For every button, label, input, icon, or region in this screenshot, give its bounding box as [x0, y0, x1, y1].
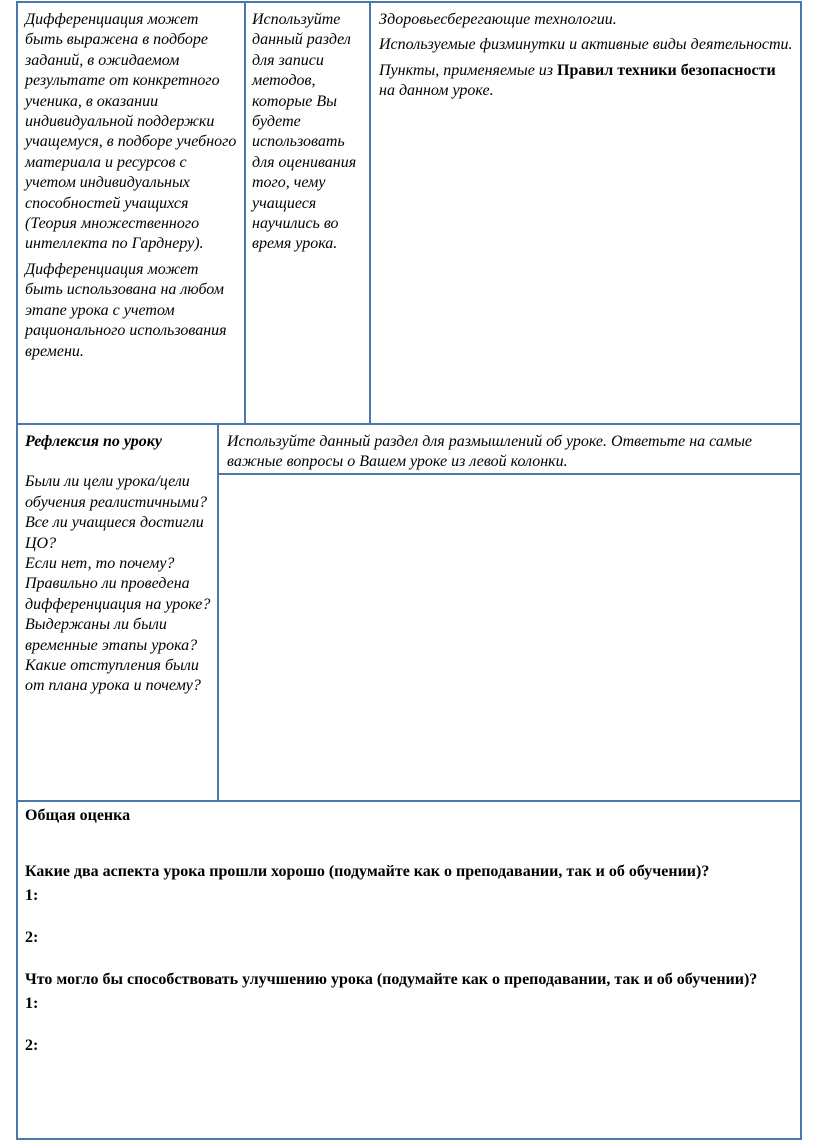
health-technologies: Здоровьесберегающие технологии.: [379, 11, 617, 28]
reflection-instruction: Используйте данный раздел для размышлений об уроке. Ответьте на самые важные вопросы о Вашем уроке из левой колонки.: [227, 433, 753, 471]
safety-rules-bold: Правил техники безопасности: [557, 61, 776, 79]
assessment-cell: [246, 1, 371, 425]
safety-rules-suffix: на данном уроке.: [379, 82, 494, 100]
summary-cell: [16, 802, 802, 1140]
summary-q2-answer-2: 2:: [25, 1037, 39, 1054]
summary-q1-answer-2: 2:: [25, 929, 39, 946]
health-cell: [371, 1, 802, 425]
reflection-question: Если нет, то почему?: [25, 555, 175, 573]
assessment-text: Используйте данный раздел для записи методов, которые Вы будете использовать для оценивания того, чему учащиеся научились во время урока.: [252, 11, 357, 253]
safety-rules: [379, 61, 794, 102]
reflection-title: Рефлексия по уроку: [25, 433, 163, 450]
reflection-answer-area[interactable]: [219, 475, 802, 802]
reflection-question: Все ли учащиеся достигли ЦО?: [25, 514, 204, 552]
reflection-question: Правильно ли проведена дифференциация на уроке?: [25, 575, 211, 613]
reflection-question: Были ли цели урока/цели обучения реалистичными?: [25, 473, 207, 511]
summary-q1-answer-1: 1:: [25, 887, 39, 904]
differentiation-text-1: Дифференциация может быть выражена в подборе заданий, в ожидаемом результате от конкретного ученика, в оказании индивидуальной поддержки учащемуся, в подборе учебного материала и ресурсов с учетом индивидуальных способностей учащихся (Теория множественного интеллекта по Гарднеру).: [25, 11, 237, 253]
reflection-instruction-cell: [219, 425, 802, 475]
physical-activities: Используемые физминутки и активные виды деятельности.: [379, 36, 793, 54]
reflection-questions-cell: [16, 425, 219, 802]
summary-question-2: Что могло бы способствовать улучшению урока (подумайте как о преподавании, так и об обучении)?: [25, 971, 758, 988]
summary-q2-answer-1: 1:: [25, 995, 39, 1012]
summary-question-1: Какие два аспекта урока прошли хорошо (подумайте как о преподавании, так и об обучении)?: [25, 863, 710, 880]
differentiation-cell: [16, 1, 246, 425]
safety-rules-prefix: Пункты, применяемые из: [379, 61, 558, 79]
differentiation-text-2: Дифференциация может быть использована на любом этапе урока с учетом рационального использования времени.: [25, 260, 227, 360]
reflection-question: Какие отступления были от плана урока и почему?: [25, 657, 201, 695]
summary-title: Общая оценка: [25, 807, 131, 824]
reflection-question: Выдержаны ли были временные этапы урока?: [25, 616, 198, 654]
